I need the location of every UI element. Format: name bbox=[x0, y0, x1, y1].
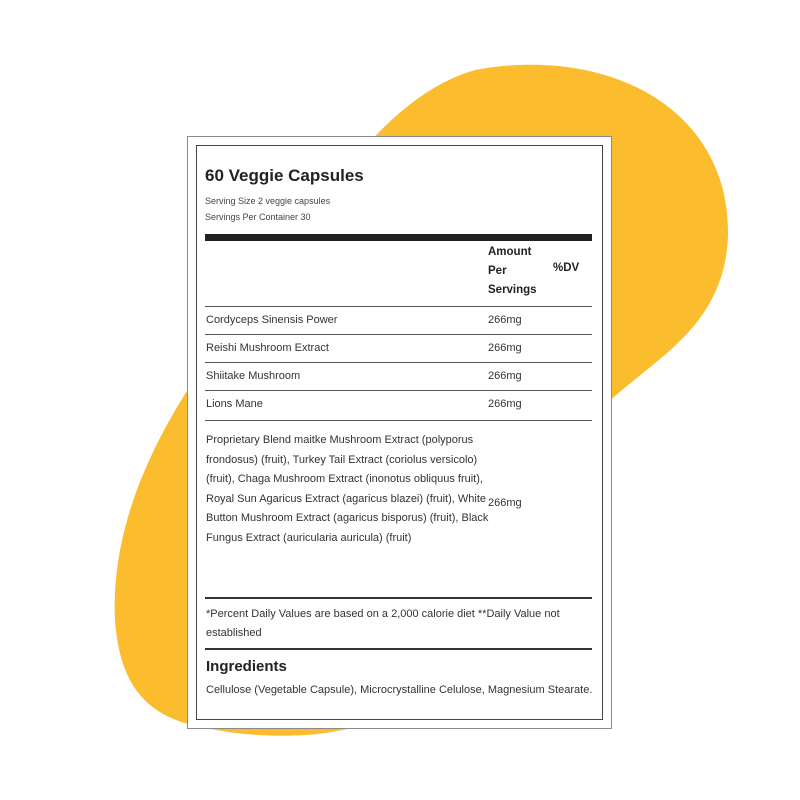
row-divider bbox=[205, 334, 592, 335]
ingredient-amount: 266mg bbox=[488, 370, 522, 382]
servings-per-container: Servings Per Container 30 bbox=[205, 212, 311, 222]
row-divider bbox=[205, 390, 592, 391]
label-inner-border bbox=[196, 145, 603, 720]
ingredients-heading: Ingredients bbox=[206, 658, 287, 675]
ingredient-name: Reishi Mushroom Extract bbox=[206, 342, 329, 354]
ingredient-name: Shiitake Mushroom bbox=[206, 370, 301, 382]
label-title: 60 Veggie Capsules bbox=[205, 166, 364, 185]
proprietary-blend-name: Proprietary Blend maitke Mushroom Extract (polyporus frondosus) (fruit), Turkey Tail Extract (coriolus versicolo) (fruit), Chaga Mushroom Extract (inonotus obliquus fruit), Royal Sun Agaricus Extract (agaricus blazei) (fruit), White Button Mushroom Extract (agaricus bisporus) (fruit), Black Fungus Extract (auricularia auricula) (fruit) bbox=[206, 434, 489, 544]
section-divider bbox=[205, 648, 592, 650]
proprietary-blend-amount: 266mg bbox=[488, 497, 522, 509]
header-amount-per-servings: Amount Per Servings bbox=[488, 246, 537, 296]
ingredients-text: Cellulose (Vegetable Capsule), Microcrystalline Celulose, Magnesium Stearate. bbox=[206, 684, 593, 696]
header-percent-dv: %DV bbox=[553, 262, 580, 274]
ingredient-name: Lions Mane bbox=[206, 398, 263, 410]
ingredient-amount: 266mg bbox=[488, 314, 522, 326]
row-divider bbox=[205, 306, 592, 307]
row-divider bbox=[205, 420, 592, 421]
section-divider bbox=[205, 597, 592, 599]
ingredient-amount: 266mg bbox=[488, 342, 522, 354]
row-divider bbox=[205, 362, 592, 363]
thick-divider bbox=[205, 234, 592, 241]
supplement-facts-label bbox=[187, 136, 612, 729]
ingredient-name: Cordyceps Sinensis Power bbox=[206, 314, 338, 326]
serving-size: Serving Size 2 veggie capsules bbox=[205, 196, 331, 206]
daily-value-footnote: *Percent Daily Values are based on a 2,000 calorie diet **Daily Value not established bbox=[206, 608, 560, 639]
label-content bbox=[205, 146, 592, 719]
ingredient-amount: 266mg bbox=[488, 398, 522, 410]
